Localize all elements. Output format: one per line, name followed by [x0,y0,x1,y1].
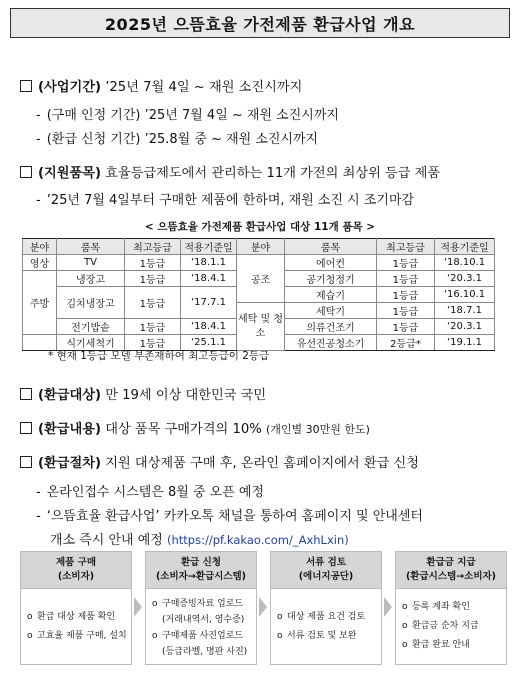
grade-cell: 1등급 [125,319,181,335]
date-cell: ‘25.1.1 [181,335,237,351]
grade-cell: 1등급 [377,319,435,335]
flow-step-item: o 등록 계좌 확인 [402,602,470,612]
flow-step-subtitle: (소비자→환급시스템) [155,571,247,582]
grade-cell: 1등급 [377,287,435,303]
flow-step-item-text: 구매증빙자료 업로드 [162,598,244,609]
date-cell: ‘19.1.1 [435,335,495,351]
flow-step-item: o 구매제품 사진업로드 [152,630,244,641]
grade-cell: 1등급 [125,335,181,351]
flow-step-item-text: 대상 제품 요건 검토 [287,611,366,622]
flow-step-1 [20,551,132,665]
checkbox-square-icon [20,80,32,92]
procedure-sub-2-cont-text: 개소 즉시 안내 예정 [50,533,163,548]
item-cell: 공기청정기 [285,271,377,287]
grade-cell: 1등급 [125,271,181,287]
flow-step-header [20,551,132,589]
grade-cell: 1등급 [377,255,435,271]
flow-step-subtitle: (소비자) [57,571,95,582]
grade-cell: 1등급 [125,287,181,319]
period-sub-1-text: (구매 인정 기간) ’25년 7월 4일 ~ 재원 소진시까지 [46,108,339,123]
section-period-label: (사업기간) [38,80,102,95]
item-cell: 냉장고 [57,271,125,287]
flow-step-item-text: 환급 대상 제품 확인 [37,611,116,622]
date-cell: ‘18.1.1 [181,255,237,271]
flow-step-body [145,589,257,665]
flow-step-item: o 서류 검토 및 보완 [277,630,357,641]
item-cell: 전기밥솥 [57,319,125,335]
flow-step-item-text: 구매제품 사진업로드 [162,630,244,641]
procedure-sub-1: - 온라인접수 시스템은 8월 중 오픈 예정 [36,485,265,500]
col-header: 품목 [57,239,125,255]
flow-step-subtitle: (에너지공단) [298,571,354,582]
col-header: 분야 [23,239,57,255]
flow-step-title: 제품 구매 [55,557,96,568]
document-title-text: 2025년 으뜸효율 가전제품 환급사업 개요 [104,14,416,34]
col-header: 적용기준일 [435,239,495,255]
period-sub-2: - (환급 신청 기간) ’25.8월 중 ~ 재원 소진시까지 [36,132,319,147]
period-sub-2-text: (환급 신청 기간) ’25.8월 중 ~ 재원 소진시까지 [46,132,319,147]
flow-step-subnote: (등급라벨, 명판 사진) [162,646,248,657]
flow-step-item-text: 서류 검토 및 보완 [287,630,357,641]
section-content-text: 대상 품목 구매가격의 10% [105,422,262,437]
flow-step-item: o 고효율 제품 구매, 설치 [27,630,127,641]
section-items-text: 효율등급제도에서 관리하는 11개 가전의 최상위 등급 제품 [105,166,441,181]
checkbox-square-icon [20,422,32,434]
date-cell: ‘18.7.1 [435,303,495,319]
kakao-channel-link[interactable]: (https://pf.kakao.com/_AxhLxin) [167,533,349,547]
table-header-row [23,239,495,255]
date-cell: ‘18.10.1 [435,255,495,271]
checkbox-square-icon [20,166,32,178]
flow-step-title: 환급금 지급 [426,557,476,568]
flow-step-header [145,551,257,589]
item-cell: 제습기 [285,287,377,303]
flow-step-item-text: 환급 완료 안내 [412,640,470,650]
section-content-note: (개인별 30만원 한도) [265,423,370,436]
item-cell: 의류건조기 [285,319,377,335]
flow-step-body [395,589,507,665]
procedure-sub-2-cont [50,529,349,548]
col-header: 적용기준일 [181,239,237,255]
grade-cell: 1등급 [377,271,435,287]
date-cell: ‘18.4.1 [181,319,237,335]
flow-arrow-icon [134,597,142,617]
item-cell: 에어컨 [285,255,377,271]
flow-step-item: o 환급 완료 안내 [402,640,470,650]
section-procedure [20,452,419,471]
flow-arrow-icon [259,597,267,617]
procedure-sub-2-text: ‘으뜸효율 환급사업’ 카카오톡 채널을 통하여 홈페이지 및 안내센터 [46,509,423,524]
date-cell: ‘20.3.1 [435,319,495,335]
category-cell: 영상 [23,255,57,271]
item-cell: 식기세척기 [57,335,125,351]
col-header: 최고등급 [125,239,181,255]
flow-step-body [270,589,382,665]
section-target [20,384,266,403]
date-cell: ‘16.10.1 [435,287,495,303]
checkbox-square-icon [20,456,32,468]
section-target-label: (환급대상) [38,388,102,403]
items-sub-1-text: ’25년 7월 4일부터 구매한 제품에 한하며, 재원 소진 시 조기마감 [46,193,415,208]
flow-step-subnote: (거래내역서, 영수증) [162,614,245,625]
flow-step-4 [395,551,507,665]
col-header: 분야 [237,239,285,255]
col-header: 최고등급 [377,239,435,255]
date-cell: ‘20.3.1 [435,271,495,287]
item-cell: 세탁기 [285,303,377,319]
flow-step-item: o 대상 제품 요건 검토 [277,611,366,622]
table-row [23,255,495,271]
items-sub-1: - ’25년 7월 4일부터 구매한 제품에 한하며, 재원 소진 시 조기마감 [36,193,415,208]
flow-step-item-text: 환급금 순차 지급 [412,621,479,631]
flow-arrow-icon [384,597,392,617]
date-cell: ‘17.7.1 [181,287,237,319]
section-target-text: 만 19세 이상 대한민국 국민 [105,388,267,403]
table-footnote: * 현재 1등급 모델 부존재하여 최고등급이 2등급 [48,350,270,362]
procedure-sub-2: - ‘으뜸효율 환급사업’ 카카오톡 채널을 통하여 홈페이지 및 안내센터 [36,509,423,524]
category-cell: 주방 [23,271,57,335]
section-items [20,162,440,181]
target-items-table [22,238,495,351]
flow-step-3 [270,551,382,665]
document-title [10,8,510,38]
section-content-label: (환급내용) [38,422,102,437]
section-content [20,418,370,437]
flow-step-item-text: 고효율 제품 구매, 설치 [37,630,127,641]
item-cell: 유선진공청소기 [285,335,377,351]
period-sub-1: - (구매 인정 기간) ’25년 7월 4일 ~ 재원 소진시까지 [36,108,339,123]
grade-cell: 2등급* [377,335,435,351]
flow-step-header [395,551,507,589]
col-header: 품목 [285,239,377,255]
section-period [20,76,302,95]
flow-step-item: o 환급 대상 제품 확인 [27,611,116,622]
flow-step-item: o 환급금 순차 지급 [402,621,479,631]
flow-step-2 [145,551,257,665]
flow-step-item-text: 등록 계좌 확인 [412,602,470,612]
flow-step-subtitle: (환급시스템→소비자) [405,571,497,582]
item-cell: TV [57,255,125,271]
checkbox-square-icon [20,388,32,400]
section-items-label: (지원품목) [38,166,102,181]
flow-step-title: 서류 검토 [305,557,346,568]
item-cell: 김치냉장고 [57,287,125,319]
section-procedure-label: (환급절차) [38,456,102,471]
procedure-sub-1-text: 온라인접수 시스템은 8월 중 오픈 예정 [46,485,265,500]
flow-step-body [20,589,132,665]
category-cell: 세탁 및 청소 [237,303,285,351]
category-cell: 공조 [237,255,285,303]
grade-cell: 1등급 [377,303,435,319]
grade-cell: 1등급 [125,255,181,271]
section-period-text: ’25년 7월 4일 ~ 재원 소진시까지 [105,80,303,95]
flow-step-header [270,551,382,589]
date-cell: ‘18.4.1 [181,271,237,287]
flow-step-item: o 구매증빙자료 업로드 [152,598,244,609]
flow-step-title: 환급 신청 [180,557,221,568]
table-title: < 으뜸효율 가전제품 환급사업 대상 11개 품목 > [144,221,376,233]
section-procedure-text: 지원 대상제품 구매 후, 온라인 홈페이지에서 환급 신청 [105,456,420,471]
